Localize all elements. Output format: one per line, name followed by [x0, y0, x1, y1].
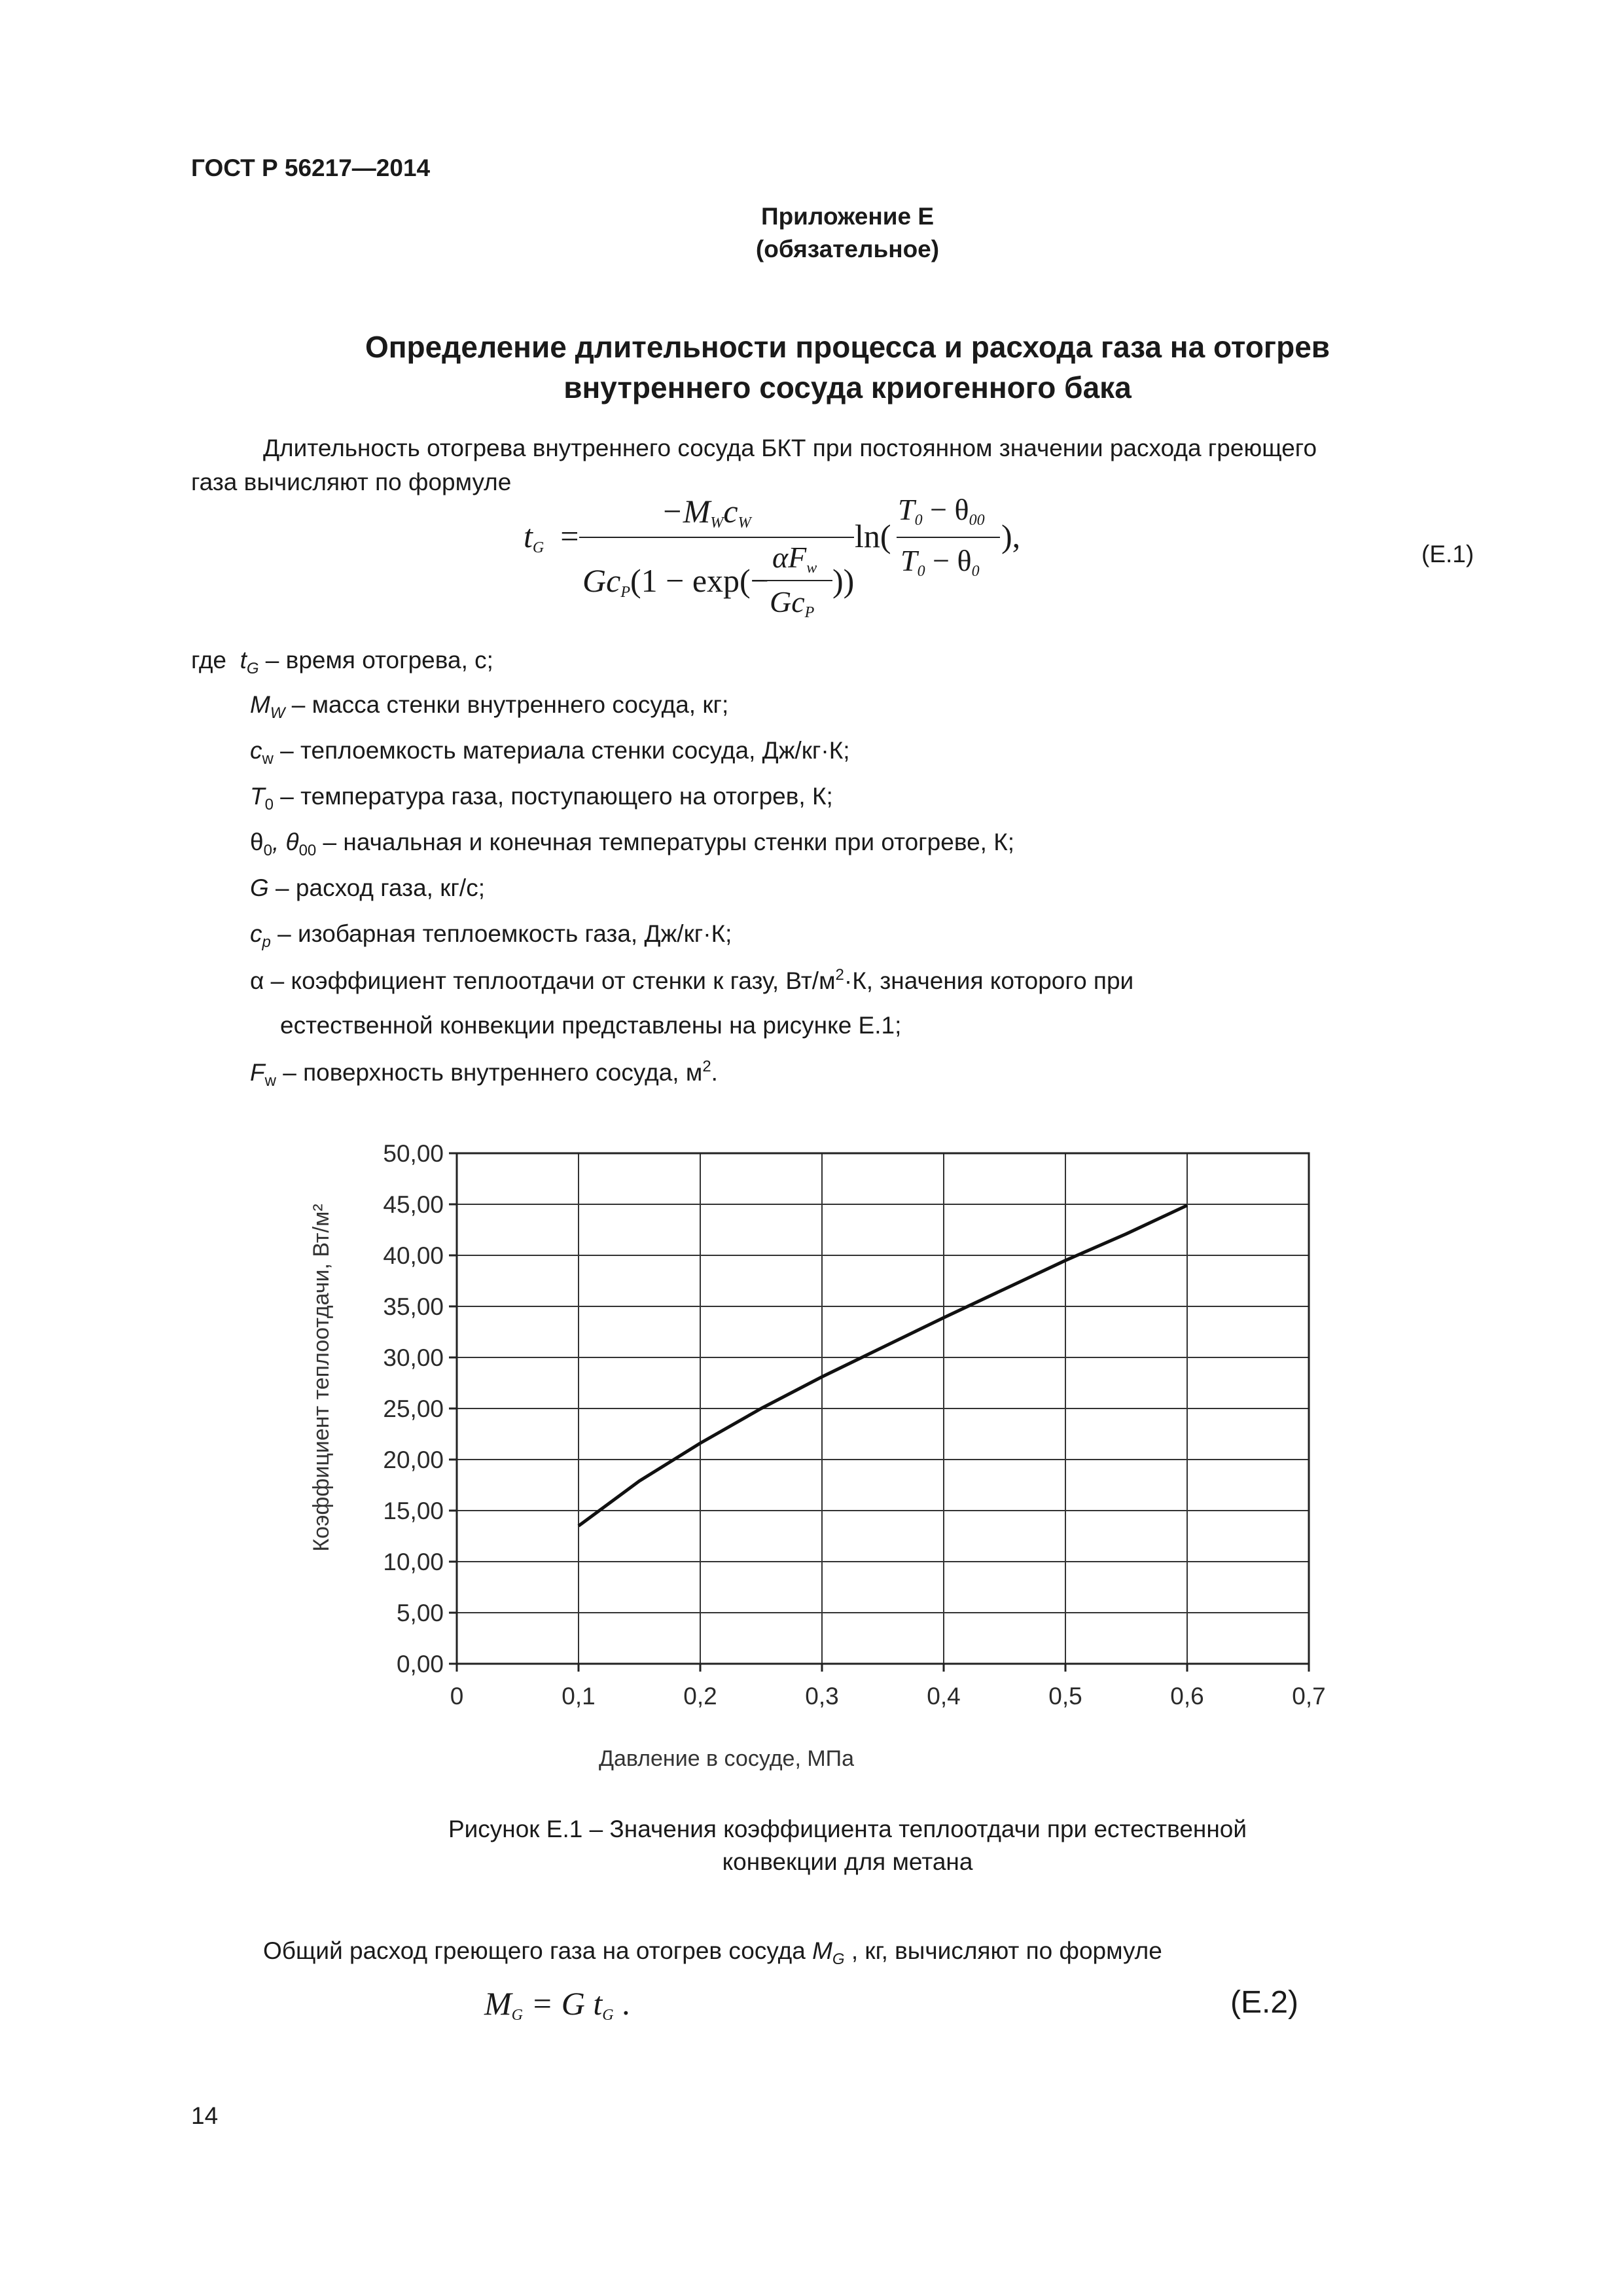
chart-x-tick-label: 0,4 — [927, 1683, 961, 1710]
chart-y-tick-label: 10,00 — [383, 1549, 444, 1575]
formula1-ln-close: ), — [1001, 518, 1021, 554]
appendix-title: Приложение Е — [760, 203, 935, 230]
formula1-numerator: $-M_Wc_W$ — [661, 493, 751, 531]
total-consumption-text: Общий расход греющего газа на отогрев сосуда $M_G$ , кг, вычисляют по формуле — [263, 1937, 1162, 1968]
formula2-number: (Е.2) — [1230, 1985, 1299, 2020]
definition-tg: где $t_G$ – время отогрева, с; — [191, 647, 493, 677]
formula1-main-fraction-bar — [579, 537, 854, 538]
figure-caption-line1: Рисунок Е.1 – Значения коэффициента теплоотдачи при естественной — [448, 1816, 1247, 1842]
chart-x-tick-label: 0,3 — [805, 1683, 839, 1710]
chart-y-tick-label: 45,00 — [383, 1191, 444, 1218]
chart-y-tick-label: 15,00 — [383, 1498, 444, 1524]
formula1-inner-numerator: $\alpha F_w$ — [772, 541, 817, 577]
chart-series — [579, 1206, 1187, 1526]
intro-line2: газа вычисляют по формуле — [191, 469, 512, 495]
chart-y-tick-label: 50,00 — [383, 1140, 444, 1167]
section-title-line1: Определение длительности процесса и расхода газа на отогрев — [365, 330, 1330, 364]
chart-y-ticks — [383, 1140, 457, 1677]
chart-y-axis-label: Коэффициент теплоотдачи, Вт/м² — [309, 1204, 334, 1552]
definition-alpha-continued: естественной конвекции представлены на рисунке Е.1; — [280, 1012, 902, 1039]
section-title-line2: внутреннего сосуда криогенного бака — [563, 370, 1132, 404]
chart-series-line — [579, 1206, 1187, 1526]
chart-y-tick-label: 20,00 — [383, 1446, 444, 1473]
definition-cp: $c_p$ – изобарная теплоемкость газа, Дж/кг·К; — [250, 920, 732, 951]
chart-x-tick-label: 0,2 — [683, 1683, 717, 1710]
chart-x-tick-label: 0 — [450, 1683, 464, 1710]
chart-y-tick-label: 35,00 — [383, 1293, 444, 1320]
appendix-status: (обязательное) — [755, 236, 940, 262]
intro-line1: Длительность отогрева внутреннего сосуда БКТ при постоянном значении расхода греющего — [263, 435, 1317, 461]
heat-transfer-chart — [288, 1126, 1361, 1780]
page-number: 14 — [191, 2102, 219, 2129]
definition-t0: $T_0$ – температура газа, поступающего на отогрев, К; — [250, 783, 833, 814]
definition-mw: $M_W$ – масса стенки внутреннего сосуда, кг; — [250, 691, 729, 722]
chart-x-tick-label: 0,7 — [1292, 1683, 1326, 1710]
formula1-ln: ln( — [855, 518, 891, 554]
chart-x-ticks — [450, 1664, 1326, 1710]
chart-y-tick-label: 5,00 — [396, 1600, 444, 1626]
formula1-inner-fraction-bar — [764, 580, 832, 581]
chart-x-axis-label: Давление в сосуде, МПа — [598, 1746, 855, 1771]
chart-x-tick-label: 0,6 — [1170, 1683, 1204, 1710]
formula-e2: $M_G = G$ $t_G$ . — [484, 1985, 630, 2024]
definition-cw: $c_w$ – теплоемкость материала стенки сосуда, Дж/кг·К; — [250, 737, 850, 768]
formula1-ln-denominator: $T_0 - \theta_0$ — [901, 544, 980, 580]
formula1-lhs: $t_G$ = — [524, 518, 579, 556]
formula1-number: (Е.1) — [1421, 541, 1474, 567]
formula1-inner-denominator: $Gc_P$ — [770, 585, 815, 621]
chart-x-tick-label: 0,1 — [562, 1683, 596, 1710]
chart-y-tick-label: 25,00 — [383, 1395, 444, 1422]
formula1-den-close: )) — [832, 562, 855, 599]
chart-y-tick-label: 0,00 — [396, 1651, 444, 1677]
formula1-denominator: $Gc_P(1 - \exp(-$ — [582, 562, 769, 601]
formula1-ln-numerator: $T_0 - \theta_{00}$ — [898, 493, 985, 529]
chart-y-tick-label: 30,00 — [383, 1344, 444, 1371]
definition-fw: $F_w$ – поверхность внутреннего сосуда, $м^2$. — [250, 1058, 718, 1090]
definition-theta: $\theta_0$, $\theta_{00}$ – начальная и конечная температуры стенки при отогреве, К; — [250, 829, 1015, 859]
definition-alpha: α – коэффициент теплоотдачи от стенки к газу, $Вт/м^2\cdot К$, значения которого при — [250, 966, 1134, 994]
chart-y-tick-label: 40,00 — [383, 1242, 444, 1269]
definition-g: G – расход газа, кг/с; — [250, 874, 485, 901]
formula1-ln-fraction-bar — [897, 537, 1000, 538]
figure-caption-line2: конвекции для метана — [722, 1848, 973, 1875]
standard-header: ГОСТ Р 56217—2014 — [191, 154, 431, 181]
chart-grid — [457, 1153, 1309, 1664]
chart-x-tick-label: 0,5 — [1048, 1683, 1082, 1710]
